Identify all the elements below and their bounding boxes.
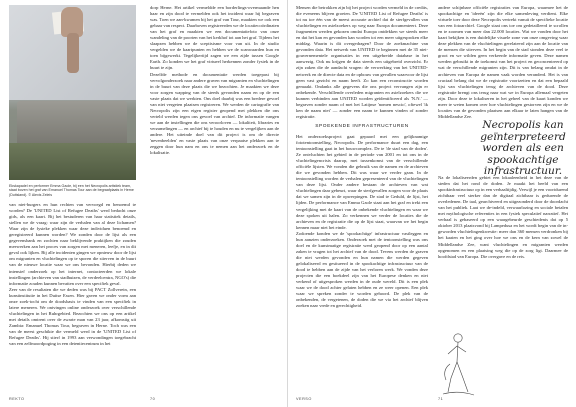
page-number-left: 70 — [150, 397, 156, 401]
footer-left-label: REKTO — [9, 397, 25, 401]
right-column-e — [438, 175, 568, 260]
page-number-right: 71 — [438, 397, 444, 401]
right-page — [288, 0, 576, 407]
paragraph: Mensen die betrokken zijn bij het project worden vermeld in de credits, die eveneens blijven groeien. De 'UNITED List of Refugee Deaths' is tot nu toe één van de meest accurate archief dat de sterfgevallen van vluchtelingen en asielzoekers op weg naar Europa documenteert. Deze fragmenten werden gekozen omdat Europa ontdekken we steeds meer en dat het kan en gevonden kan worden tot een meer uitgesproken elke middag. Waarin is dit overgedragen? Door de zoekmachine van gevonden data. Het netwerk van UNITED te beginnen met de 35 niet-gouvernementele organisaties in een uitgebreide database in het aanwezig. Ook nu krijgen de data steeds een uitgebreid overzicht. Er zijn zaken die de aandacht vragen: de verwerking van het UNITED-netwerk en de directe data en de opbouw van gevallen waarvoor de lijst geen vast gezicht en naam heeft. Zo kan een reconstructie worden gemaakt. Ondanks alle gegevens die ons project vervangen zijn er onbekende. Verschillende overleden migranten en asielzoekers die we kunnen verbinden aan UNITED worden geïdentificeerd als 'N.N.' — begraven zonder naam of met het Latijnse 'nomen nescio', oftewel 'ik ken de naam niet' — zonder een naam te kunnen vinden of zonder registratie. — [296, 5, 428, 119]
pull-quote: Necropolis kan geïnterpreteerd worden als een spookachtige infrastructuur. — [480, 119, 566, 178]
footer-right-label: VERSO — [296, 397, 312, 401]
paragraph: Na de lokaliseerden gebiet een lokaaleenheid in het deze van de steden dat het rond de doden. Je maakt het beeld van een spookinfrastructuur op in een verhaaltijdig. Verwijl je een voortdurend zichtbaar veel sterker dan de digitaal zichtbaar is gedurende de overledenen. De taal, gearchiveerd en uitgezonderd door de doordacht van het publiek. Laat we de-indeld, verwaarlozing en sociale betalen met mythologische referenties in een fysiek speculatief narratief. Het verhaal is gebaseerd op een waargebeurde geschiedenis dat op 5 oktober 2013 plaatsvond bij Lampedusa en het wordt begin van de in-geworden vluchtelingenkwestie: meer dan 360 mensen verdronken bij het kaaien en het ging over hoe we ons en de kern van zowel de Middellandse Zee, want vluchtelingen en migranten werden opgenomen en een plaatsing weg die op de zorg ligt. Daarmee de hoofdstad van Europa. Die overgave en de reis. — [438, 175, 568, 259]
left-column-a — [9, 202, 136, 347]
paragraph: Het onderzoeksproject gaat gepaard met een gelijknamige fototentoonstelling, Necropolis. De performance duurt een dag, een tentoonstelling gaat in het bouwcomplex. De te 'de stad van de doden'. Ze ontvluchten het gebied in de periode van 2001 en tot ons in de vluchtelingencrisis daarop, met tussenkomst van de verschillende officiële lijsten. We vonden die gebruik van de namen en de archieven die we gevonden hebben. Dit was waar we verder gaan. In de tentoonstelling worden de verhalen gepresenteerd van de vluchtelingen van deze lijst. Onder andere bestaan de archieven van wat vluchtelingen daar gebeurt, waar de sterfgevallen zorgen voor de plaats dat we samen zijn in de opwerpingen. De stad te Geduld, de lijst, het lijden. De performance van Emma Gaole staat aan het graf en trekt een vergelijking met de kaart van de onbekende vluchtelingen en waar we deze spoken uit halen. Zo verkennen we verder de locaties die de archieven en de registratie die op de lijst staat, waarvan we het begin kennen maar niet het einde. — [296, 133, 428, 230]
right-column-c — [296, 5, 428, 309]
grave-photo — [9, 5, 136, 180]
photo-grass — [9, 143, 136, 180]
paragraph: Dezelfde methode en documentatie werden toegepast bij vervolgonderzoek naar andere graven van migranten en vluchtelingen in de buurt van deze plaats die we bezochten. Je maakten we deze voor zorgen wapping van de steeds gevonden naam en op de een vaste plaats dat we werkten. Ons doel daarbij was een bredere gevoel van niet vergeten plaatsen registreren. We werden de cartografie van Necropolis zijn een eigen register geopend met plekken die ons verteld werden tegen ons gevoel van archief. De informatie vangen we aan de instellingen die ons veroorloven — lokaliteit, libraries en verzamelingen — en archief bij te houden en nu te vergelijken aan de andere. Het uiteinde doel van dit project is om de directe 'nevenbeelden' en vaste plaats van onze verpaatse plekken aan te zeggen door hun nam en ons te nemen aan het onderzoek en de lokalisatie. — [150, 71, 279, 156]
sketch-figure-illustration — [438, 330, 480, 398]
right-column-d — [438, 5, 568, 120]
photo-gravestone — [17, 101, 127, 149]
left-column-b — [150, 5, 279, 156]
photo-arm — [67, 33, 79, 73]
paragraph: van niet-burgers en hun rechten van vervoegd en benoemd te worden? De 'UNITED List of Refugee Deaths' werd bedacht onze gids, als een kaart. Bij het bestuderen van haar statistiek details, stellen we de vraag: waar zijn de verhalen van al deze lichamen? Waar zijn de fysieke plekken waar deze individuen benoemd en geregistreerd kunnen worden? We zonden door de lijst als een gegevensbank en zochten naar beklijvende praktijken die zouden meewerken aan het proces van zorgen met meneren, leefje, en in dit geval ook lijken. Bij alle incidenten gingen we opnieuw door de lijst om migranten en vluchtelingen op te sporen die stierven in de buurt van de nieuwe locatie waar we ons bevonden. Hierbij deden we intensief onderzoek op het internet, contacteerden we lokale instellingen (archieven van stadhuizen, de verdeelcentra, NGO's) die informatie zouden kunnen bevatten over een specifiek geval. — [9, 202, 136, 286]
paragraph: Zeer van de resultaten die we deden was bij PACT Zollverein, een kunstinstitutie in het Duitse Essen. Hier gaven we onder vorm aan onze zoek-tocht om de doodsbasis te vinden van een specifiek in latere meneren. We ontvingen online onderzoek over verschillende vluchtelingen in het Ruhrgebied. Bezochten we ons op een artikel met details omtrent over de zwarte man van 23 jaar, afkomstig uit Zambia: Emanuel Thomas Tour, begraven in Herne. Toch was een van de meest geschikte die vermeld werd in de 'UNITED List of Refugee Deaths'. Hij stierf in 1993 aan verwondingen toegebracht van een zelfmoordpoging in een detentiecentrum in het — [9, 286, 136, 347]
section-heading: SPOEKENDE INFRASTRUCTUREN — [315, 123, 409, 129]
photo-caption: Ekskapadel en performer Emma Gaole, bij een het Necropolis artistiek team, staat boven het graf van Emanuel Thomas Tour aan de begraafplaats in Herne (Duitsland). © Alexis Zeleis — [9, 184, 134, 197]
paragraph: dorp Herne. Het artikel vermeldde een borderlings-overmaande hen haar en zijn dood te vermelden ook het incident waar hij begraven was. Toen we aan-kwamen bij het graf van Tour, maakten we ook een gebaar van respect. Daarboven registreerden we de locatiecoördinaten van het graf en maakten we een documentatiefoto van onze wandeling van de poorten van het kerkhof tot aan het graf. Tijdens het slaapzen hebben we de sceptisisme voor van uit. In de studio vergelden we de kaartpunten en hebben we de scanwaarden hun en toen bijgewerkt. Tegelijkertijd zagen we een zijde tussen Google Earth. Zo konden we het graf virtueel herkennen zonder fysiek in de buurt te zijn. — [150, 5, 279, 71]
paragraph: andere schijnbare officiële registraties van Europa, waarmee het de spookachtige en 'ideeën' zijn die elke samenleving verdient. Elke virtuele toer door deze Necropolis vertrekt vanuit de specifieke locatie van een fotoarchief. Google staat ons toe om gedetailleerd te scrollen en te zoomen van meer dan 22.000 locaties. Wat we vonden door het kaart bekijken is een duidelijke visuele zone van onze omgeving waar deze plekken van de vluchtelingen gerelateerd zijn aan de locatie van de mensen die stierven. In het begin van de stad stonden deze veel te groot en we wilden geen verkeerde informatie geven. Deze namen werden gebruikt in de toekomst van het project en geconcentreerd op wat de verschillende migranten zijn. Dit is van belang omdat in de archieven van Europa de namen vaak worden veranderd. Het is van cruciaal belang dat we de registratie voortzetten en dat een bepaald lijst van vluchtelingen terug de archieven van de dood. Deze registratie brengt ons terug naar wat we in Europa allemaal vergeten zijn. Door deze te lokaliseren in het geheel van de kaart konden we meer te weten komen over hoe vluchtelingen gestorven zijn en we de locaties van de gevonden plaatsen aan elkaar te laten hangen van de Middellandse Zee. — [438, 5, 568, 119]
paragraph: Zodoende konden we de 'spookachtige' infrastructuur vastleggen en hun aanzien onderzoeken. Onderzoek met de tentoonstelling was ons doel en de kunstmatige registratie werd geopend door op een aantal zaken te vragen tot het archief van de dood. Tevens werden de graven die niet werden gevonden en hun namen die werden gegeven gelokaliseerd en gesitueerd in de spookachtige infrastructuur van de dood te hebben aan de zijde van het verloren werk. We vonden deze projecten die een boekdeel zijn van het Europese denken en niet verkend of uitgesproken werden in de oude wereld. Dit is een plek waar we de dood achter gelaten hebben en ze weer openen. Een plek waar we spreken zonder te worden gehoord. De plek van de onbekenden, de vergetenen, de doden die we via het archief blijven zoeken naar vrede en gerechtigheid. — [296, 230, 428, 309]
